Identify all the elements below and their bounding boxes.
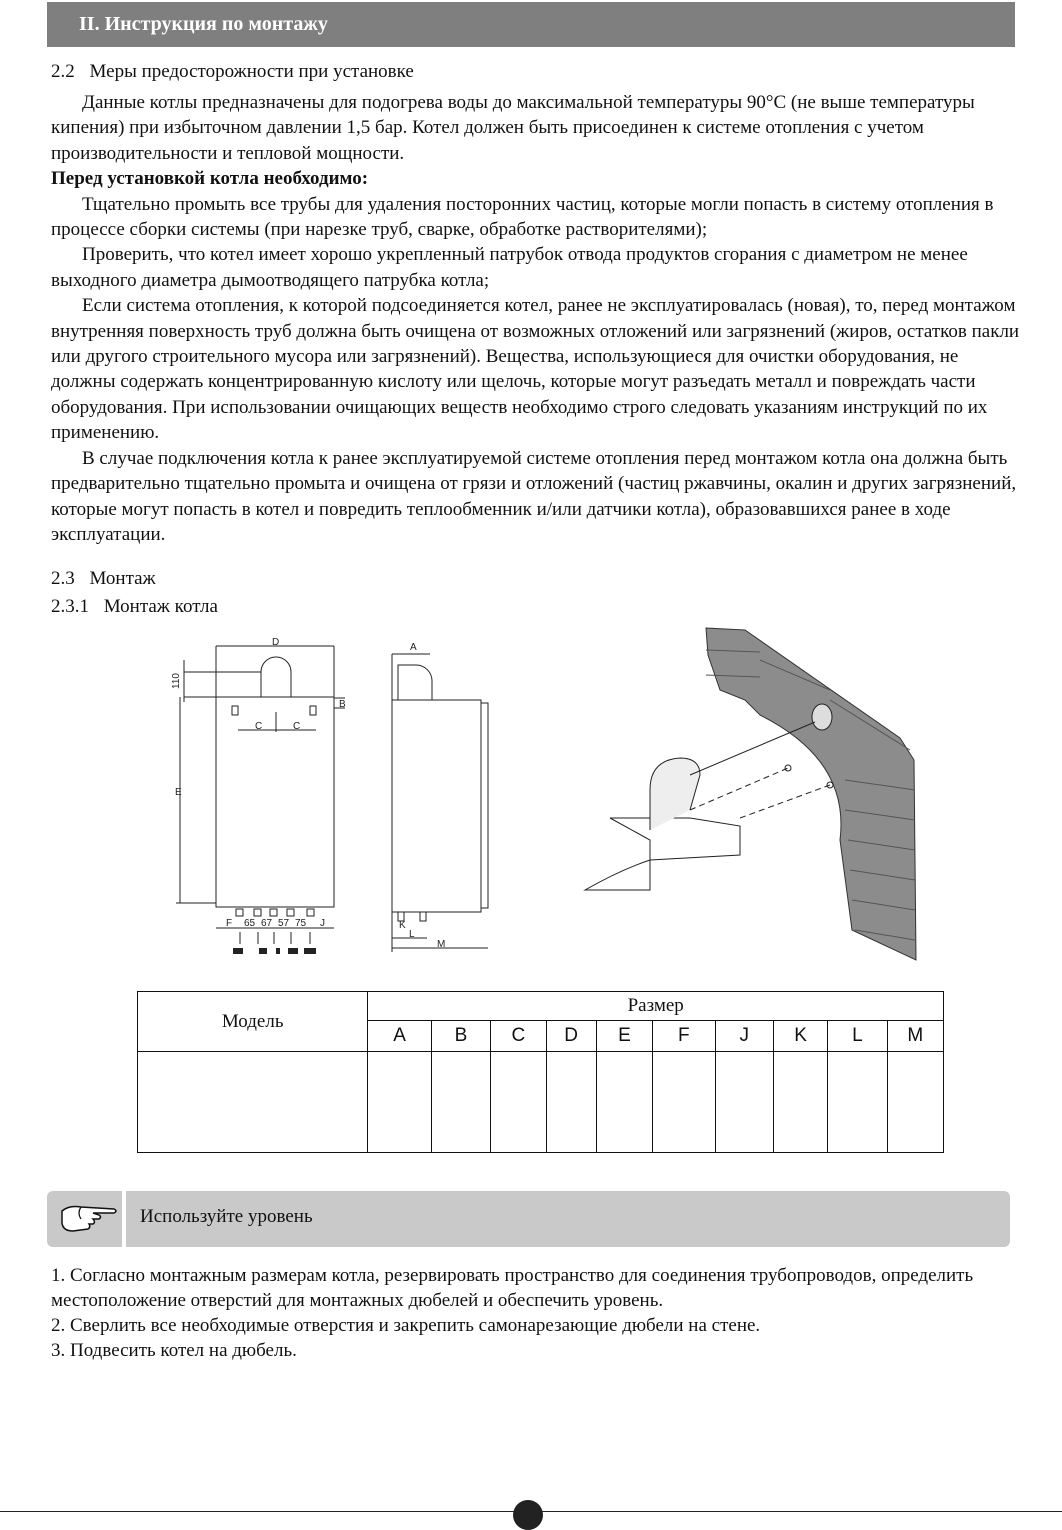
pipe-label-67: 67 [261,918,273,929]
column-header: A [368,1021,431,1052]
section-2-2-title [51,59,414,84]
section-title: Монтаж [89,568,156,589]
table-cell [368,1052,431,1153]
table-cell [653,1052,715,1153]
column-header: J [715,1021,773,1052]
dim-label-b: B [339,699,346,710]
table-cell [491,1052,546,1153]
list-item: 3. Подвесить котел на дюбель. [51,1340,297,1361]
pipe-label-65: 65 [244,918,256,929]
installation-steps [51,1263,1026,1363]
note-text: Используйте уровень [140,1206,313,1227]
dim-label-d: D [272,637,280,648]
column-header: E [596,1021,652,1052]
section-title: Монтаж котла [103,596,218,617]
section-number: 2.3.1 [51,596,89,617]
section-number: 2.2 [51,61,75,82]
column-header: K [773,1021,827,1052]
table-cell [138,1052,368,1153]
table-cell [828,1052,887,1153]
list-item: 1. Согласно монтажным размерам котла, резервировать пространство для соединения трубопроводов, определить местоположение отверстий для монтажных дюбелей и обеспечить уровень. [51,1265,974,1311]
table-cell [546,1052,596,1153]
bold-heading: Перед установкой котла необходимо: [51,168,369,190]
note-divider [122,1191,126,1247]
page-number-badge [513,1500,543,1530]
table-cell [887,1052,943,1153]
table-cell [431,1052,490,1153]
paragraph: Проверить, что котел имеет хорошо укрепленный патрубок отвода продуктов сгорания с диаметром не менее выходного диаметра дымоотводящего патрубка котла; [51,244,968,291]
paragraph: Если система отопления, к которой подсоединяется котел, ранее не эксплуатировалась (новая), то, перед монтажом внутренняя поверхность труб должна быть очищена от возможных отложений или загрязнений (жиров, остатков пакли или другого строительного мусора или загрязнений). Вещества, использующиеся для очистки оборудования, не должны содержать концентрированную кислоту или щелочь, которые могут разъедать металл и повреждать части оборудования. При использовании очищающих веществ необходимо строго следовать указаниям инструкций по их применению. [51,295,1020,444]
list-item: 2. Сверлить все необходимые отверстия и закрепить самонарезающие дюбели на стене. [51,1315,761,1336]
dim-label-f: F [226,918,233,929]
dim-label-e: E [175,787,182,798]
pipe-label-75: 75 [295,918,307,929]
column-header: M [887,1021,943,1052]
side-view-labels [399,642,445,950]
dim-label-l: L [409,929,415,940]
boiler-side-view [392,654,488,952]
brick-wall-illustration [585,628,916,960]
section-2-3-title [51,566,156,591]
section-header-bar: II. Инструкция по монтажу [47,2,1015,47]
paragraph: Тщательно промыть все трубы для удаления посторонних частиц, которые могли попасть в систему отопления в процессе сборки системы (при нарезке труб, сварке, обработке растворителями); [51,193,994,241]
model-header: Модель [138,992,368,1052]
column-header: D [546,1021,596,1052]
dim-label-a: A [410,642,417,653]
front-view-labels [171,637,346,929]
section-number: 2.3 [51,568,75,589]
dim-label-c: C [255,721,263,732]
section-title: Меры предосторожности при установке [89,61,414,82]
pipe-label-57: 57 [278,918,290,929]
dim-label-m: M [437,939,446,950]
column-header: C [491,1021,546,1052]
pointing-hand-icon [59,1201,119,1237]
column-header: B [431,1021,490,1052]
section-2-2-body [51,90,1026,547]
dim-label-110: 110 [171,673,182,689]
column-header: F [653,1021,715,1052]
boiler-installation-figure [0,620,1062,970]
table-cell [596,1052,652,1153]
column-header: L [828,1021,887,1052]
dim-label-j: J [320,918,325,929]
table-cell [715,1052,773,1153]
section-2-3-1-title [51,594,218,619]
note-box [47,1191,1010,1247]
table-row [138,1052,944,1153]
table-cell [773,1052,827,1153]
dimensions-table [137,991,944,1153]
dim-label-c: C [293,721,301,732]
dim-label-k: K [399,920,406,931]
boiler-front-view [176,646,345,951]
paragraph: В случае подключения котла к ранее эксплуатируемой системе отопления перед монтажом котла она должна быть предварительно тщательно промыта и очищена от грязи и отложений (частиц ржавчины, окалин и других загрязнений, которые могут попасть в котел и повредить теплообменник и/или датчики котла), образовавшихся ранее в ходе эксплуатации. [51,447,1017,545]
size-header: Размер [368,992,944,1021]
paragraph: Данные котлы предназначены для подогрева воды до максимальной температуры 90°C (не выше температуры кипения) при избыточном давлении 1,5 бар. Котел должен быть присоединен к системе отопления с учетом производительности и тепловой мощности. [51,92,975,164]
